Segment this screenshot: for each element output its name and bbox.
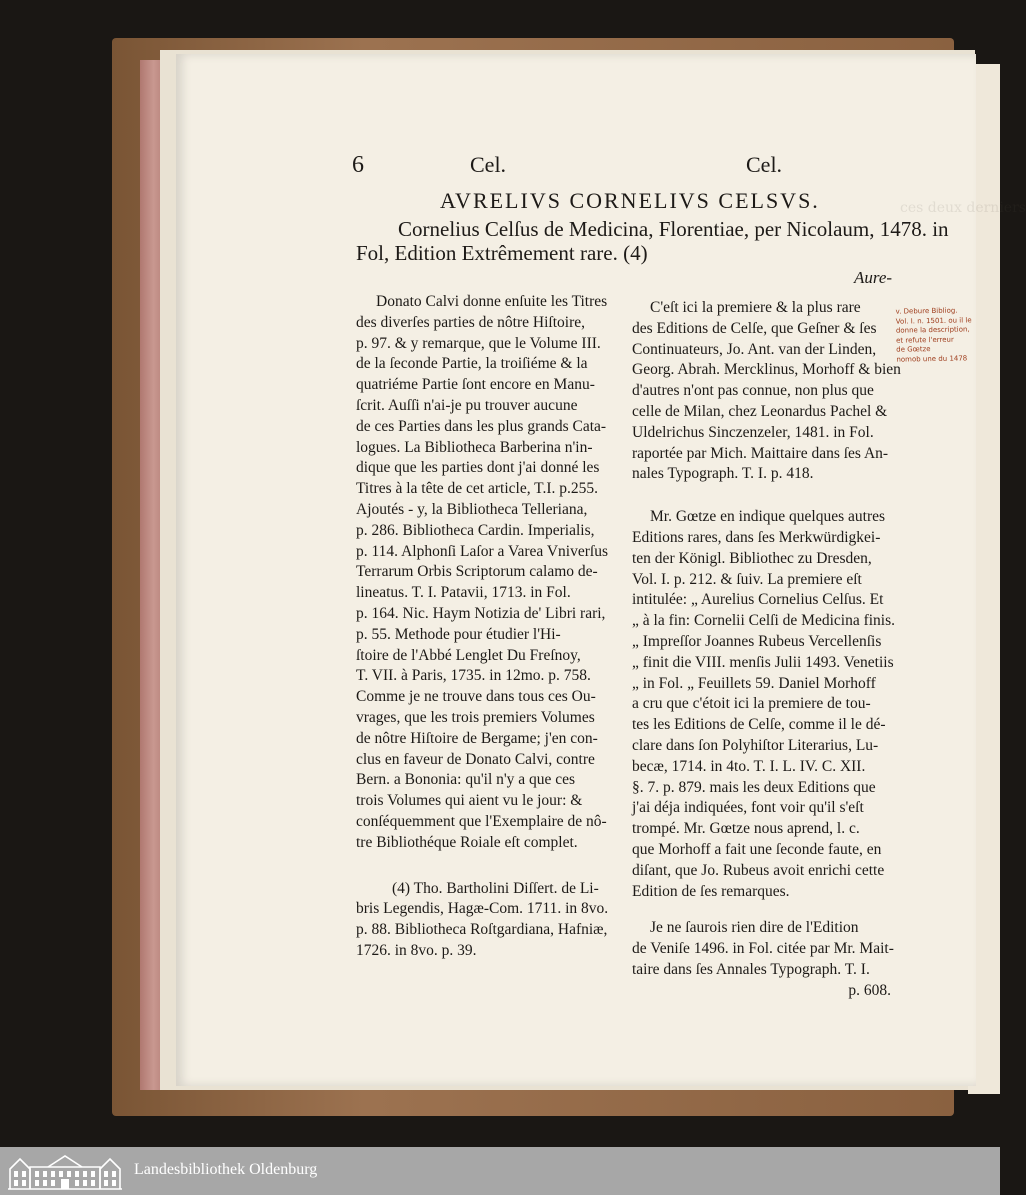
text-line: ten der Königl. Bibliothec zu Dresden, [632,549,872,567]
text-line: p. 608. [848,981,891,999]
text-line: Bern. a Bononia: qu'il n'y a que ces [356,771,576,789]
text-line: d'autres n'ont pas connue, non plus que [632,382,874,400]
text-line: „ Impreſſor Joannes Rubeus Vercellenſis [632,632,882,650]
text-line: Uldelrichus Sinczenzeler, 1481. in Fol. [632,423,874,441]
text-line: lineatus. T. I. Patavii, 1713. in Fol. [356,584,571,602]
text-line: p. 164. Nic. Haym Notizia de' Libri rari, [356,604,606,622]
note-line: v. Debure Bibliog. [895,306,958,316]
text-line: tre Bibliothéque Roiale eſt complet. [356,833,578,851]
text-line: j'ai déja indiquées, font voir qu'il s'eſt [632,799,864,817]
text-line: clus en faveur de Donato Calvi, contre [356,750,595,768]
text-line: raportée par Mich. Maittaire dans ſes An- [632,444,889,462]
text-line: ſcrit. Auſſi n'ai-je pu trouver aucune [356,396,578,414]
left-column-body [356,292,618,854]
text-line: p. 97. & y remarque, que le Volume III. [356,334,601,352]
text-line: C'eſt ici la premiere & la plus rare [650,299,861,316]
text-line: que Morhoff a fait une ſeconde faute, en [632,840,882,858]
footnote [356,879,618,962]
show-through-text: ces deux derniers [900,200,1026,216]
entry-title: AVRELIVS CORNELIVS CELSVS. [440,188,820,213]
text-line: celle de Milan, chez Leonardus Pachel & [632,402,888,420]
right-paragraph-1 [632,298,901,485]
footnote-line: bris Legendis, Hagæ-Com. 1711. in 8vo. [356,900,609,918]
text-line: des Editions de Celſe, que Geſner & ſes [632,319,877,337]
text-line: diſant, que Jo. Rubeus avoit enrichi cette [632,861,885,879]
text-line: Vol. I. p. 212. & ſuiv. La premiere eſt [632,570,862,588]
footnote-line: 1726. in 8vo. p. 39. [356,941,477,959]
text-line: Continuateurs, Jo. Ant. van der Linden, [632,340,877,358]
handwritten-marginal-note [896,306,973,364]
edition-line-1: Cornelius Celſus de Medicina, Florentiae, per Nicolaum, 1478. in [398,217,949,241]
text-line: de Veniſe 1496. in Fol. citée par Mr. Mait- [632,940,894,958]
note-line: donne la description, [895,325,970,335]
text-line: becæ, 1714. in 4to. T. I. L. IV. C. XII. [632,757,866,775]
text-line: de la ſeconde Partie, la troiſiéme & la [356,355,588,373]
text-line: p. 286. Bibliotheca Cardin. Imperialis, [356,521,595,539]
note-line: de Gœtze [896,345,931,354]
text-line: tes les Editions de Celſe, comme il le dé- [632,716,886,734]
institution-name: Landesbibliothek Oldenburg [134,1161,318,1178]
text-line: §. 7. p. 879. mais les deux Editions que [632,778,876,796]
text-line: „ à la fin: Cornelii Celſi de Medicina finis. [632,612,896,630]
text-line: ſtoire de l'Abbé Lenglet Du Freſnoy, [356,646,581,664]
running-head-right: Cel. [746,152,783,177]
text-line: de nôtre Hiſtoire de Bergame; j'en con- [356,729,598,747]
text-line: T. VII. à Paris, 1735. in 12mo. p. 758. [356,667,591,685]
text-line: conſéquemment que l'Exemplaire de nô- [356,812,607,830]
right-column [632,298,901,1002]
right-paragraph-3 [632,918,894,1001]
text-line: p. 114. Alphonſi Laſor a Varea Vniverſus [356,542,608,560]
text-line: nales Typograph. T. I. p. 418. [632,465,814,483]
text-line: Terrarum Orbis Scriptorum calamo de- [356,563,598,581]
text-line: trompé. Mr. Gœtze nous aprend, l. c. [632,820,860,838]
footnote-line: (4) Tho. Bartholini Diſſert. de Li- [392,879,599,897]
text-line: Georg. Abrah. Mercklinus, Morhoff & bien [632,361,901,379]
text-line: Edition de ſes remarques. [632,882,790,900]
text-line: Titres à la tête de cet article, T.I. p.255. [356,480,599,498]
text-line: de ces Parties dans les plus grands Cata- [356,417,607,435]
text-line: „ finit die VIII. menſis Julii 1493. Venetiis [632,653,894,671]
text-line: Mr. Gœtze en indique quelques autres [650,508,886,526]
catchword: Aure- [854,268,893,287]
text-line: clare dans ſon Polyhiſtor Literarius, Lu- [632,736,879,754]
footer-bar [0,1147,1000,1195]
text-line: des diverſes parties de nôtre Hiſtoire, [356,313,585,331]
note-line: Vol. I. n. 1501. ou il le [895,315,972,326]
note-line: et refute l'erreur [896,335,954,345]
running-head-left: Cel. [470,152,507,177]
left-column [356,292,618,962]
text-line: „ in Fol. „ Feuillets 59. Daniel Morhoff [632,674,876,692]
text-line: intitulée: „ Aurelius Cornelius Celſus. Et [632,591,884,609]
library-building-icon [8,1153,122,1191]
text-line: Donato Calvi donne enſuite les Titres [376,293,608,310]
text-line: a cru que c'étoit ici la premiere de tou- [632,695,871,713]
text-line: dique que les parties dont j'ai donné les [356,459,600,477]
text-line: p. 55. Methode pour étudier l'Hi- [356,625,561,643]
text-line: trois Volumes qui aient vu le jour: & [356,792,583,810]
text-line: quatriéme Partie ſont encore en Manu- [356,376,595,394]
text-line: logues. La Bibliotheca Barberina n'in- [356,438,593,456]
text-line: Comme je ne trouve dans tous ces Ou- [356,688,596,706]
page-number: 6 [352,152,364,178]
text-line: Ajoutés - y, la Bibliotheca Telleriana, [356,500,588,518]
note-line: nomob une du 1478 [896,353,968,364]
text-line: taire dans ſes Annales Typograph. T. I. [632,960,870,978]
footnote-line: p. 88. Bibliotheca Roſtgardiana, Hafniæ, [356,921,608,939]
text-line: vrages, que les trois premiers Volumes [356,708,595,726]
text-line: Editions rares, dans ſes Merkwürdigkei- [632,528,881,546]
text-line: Je ne ſaurois rien dire de l'Edition [650,919,859,937]
right-paragraph-2 [632,507,896,902]
edition-line-2: Fol, Edition Extrêmement rare. (4) [356,241,648,265]
